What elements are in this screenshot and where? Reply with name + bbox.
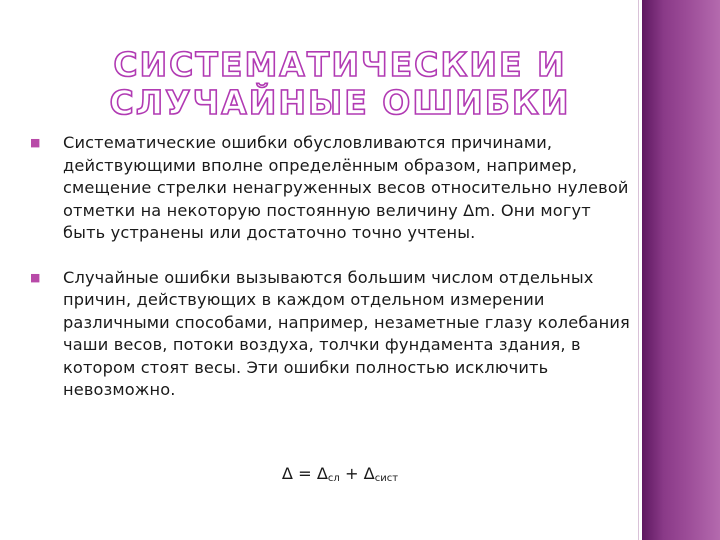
slide-title: СИСТЕМАТИЧЕСКИЕ И СЛУЧАЙНЫЕ ОШИБКИ — [109, 45, 571, 122]
error-formula — [0, 464, 680, 484]
formula-subscript-systematic: сист — [374, 473, 399, 484]
square-bullet-icon: ■ — [30, 270, 41, 284]
formula-mid: + Δ — [339, 464, 375, 483]
bullet-text: Случайные ошибки вызываются большим числом отдельных причин, действующих в каждом отдельном измерении различными способами, например, незаметные глазу колебания чаши весов, потоки воздуха, толчки фундамента здания, в котором стоят весы. Эти ошибки полностью исключить невозможно. — [63, 267, 630, 399]
slide-body — [30, 132, 635, 424]
formula-lhs: Δ = Δ — [281, 464, 328, 483]
bullet-item-systematic — [30, 132, 635, 245]
decorative-sidebar — [642, 0, 720, 540]
bullet-item-random — [30, 267, 635, 402]
bullet-text: Систематические ошибки обусловливаются причинами, действующими вполне определённым образом, например, смещение стрелки ненагруженных весов относительно нулевой отметки на некоторую постоянную величину Δm. Они могут быть устранены или достаточно точно учтены. — [63, 133, 629, 242]
formula-subscript-random: сл — [327, 473, 340, 484]
square-bullet-icon: ■ — [30, 136, 41, 149]
